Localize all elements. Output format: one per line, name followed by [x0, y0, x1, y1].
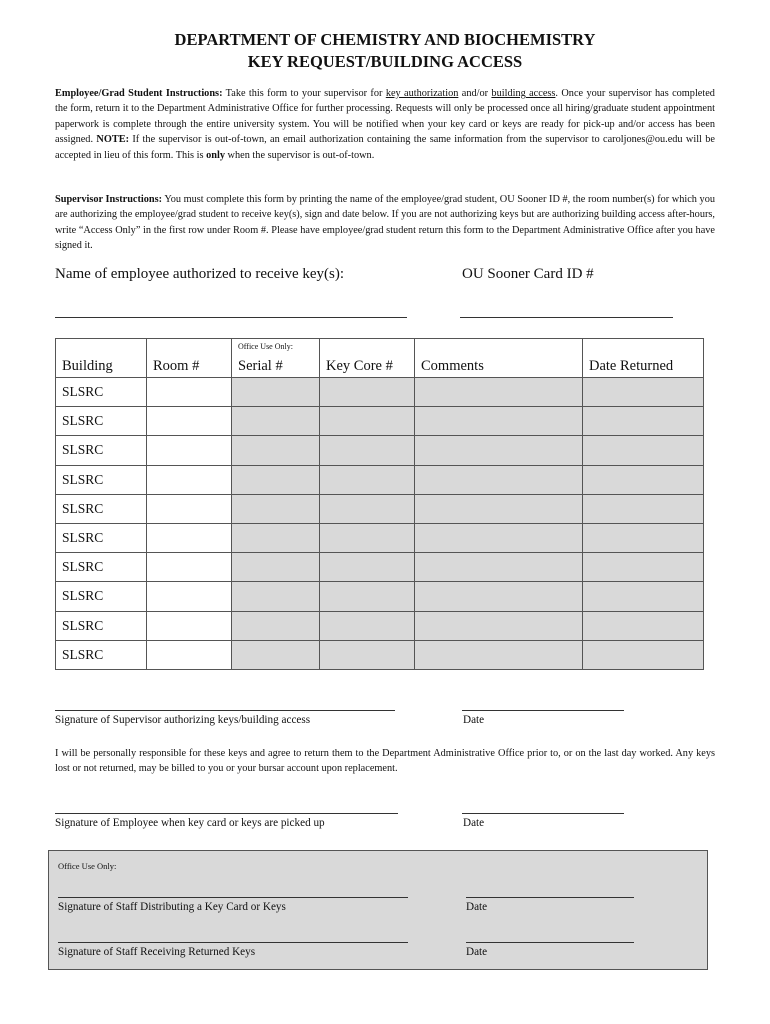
employee-signature-field[interactable] [55, 813, 398, 814]
key-core-cell [320, 378, 415, 407]
building-cell: SLSRC [56, 378, 147, 407]
key-core-cell [320, 553, 415, 582]
room-cell[interactable] [147, 494, 232, 523]
distributing-signature-field[interactable] [58, 897, 408, 898]
key-core-cell [320, 465, 415, 494]
receiving-date-label: Date [466, 946, 488, 958]
receiving-date-field[interactable] [466, 942, 634, 943]
table-row [56, 407, 704, 436]
serial-cell [232, 378, 320, 407]
comments-cell [415, 494, 583, 523]
date-returned-cell [583, 494, 704, 523]
col-key-core: Key Core # [320, 339, 415, 378]
building-cell: SLSRC [56, 465, 147, 494]
serial-cell [232, 523, 320, 552]
date-returned-cell [583, 436, 704, 465]
serial-cell [232, 611, 320, 640]
comments-cell [415, 465, 583, 494]
serial-cell [232, 553, 320, 582]
employee-date-label: Date [463, 817, 485, 829]
col-comments: Comments [415, 339, 583, 378]
serial-cell [232, 407, 320, 436]
receiving-signature-label: Signature of Staff Receiving Returned Keys [58, 946, 256, 958]
date-returned-cell [583, 378, 704, 407]
agreement-text: I will be personally responsible for these keys and agree to return them to the Department Administrative Office prior to, or on the last day worked. Any keys lost or not returned, may be billed to you or your bursar account upon replacement. [55, 748, 715, 775]
col-room: Room # [147, 339, 232, 378]
office-use-heading: Office Use Only: [58, 861, 117, 871]
key-core-cell [320, 640, 415, 669]
note-emphasis: only [206, 149, 225, 161]
comments-cell [415, 582, 583, 611]
employee-instructions-heading: Employee/Grad Student Instructions: [55, 88, 223, 99]
receiving-signature-field[interactable] [58, 942, 408, 943]
room-cell[interactable] [147, 465, 232, 494]
building-cell: SLSRC [56, 494, 147, 523]
table-row [56, 523, 704, 552]
room-cell[interactable] [147, 378, 232, 407]
room-cell[interactable] [147, 611, 232, 640]
employee-instructions-text: and/or [458, 88, 492, 99]
office-use-box [48, 850, 708, 970]
table-row [56, 611, 704, 640]
employee-instructions [55, 86, 715, 163]
comments-cell [415, 407, 583, 436]
sooner-id-label: OU Sooner Card ID # [462, 266, 594, 282]
table-row [56, 640, 704, 669]
building-cell: SLSRC [56, 407, 147, 436]
comments-cell [415, 553, 583, 582]
key-core-cell [320, 611, 415, 640]
key-authorization-term: key authorization [385, 88, 459, 99]
supervisor-instructions-text: You must complete this form by printing the name of the employee/grad student, OU Sooner ID #, the room number(s) for which you are authorizing the employee/grad student to receive key(s), sign and date below. If you are not authorizing keys but are authorizing building access after-hours, write “Access Only” in the first row under Room #. Please have employee/grad student return this form to the Department Administrative Office after you have signed it. [55, 194, 715, 252]
date-returned-cell [583, 407, 704, 436]
room-cell[interactable] [147, 523, 232, 552]
room-cell[interactable] [147, 553, 232, 582]
supervisor-instructions-heading: Supervisor Instructions: [55, 194, 163, 205]
note-label: NOTE: [96, 134, 130, 146]
employee-instructions-text: Take this form to your supervisor for [222, 88, 386, 99]
room-cell[interactable] [147, 640, 232, 669]
distributing-date-field[interactable] [466, 897, 634, 898]
key-core-cell [320, 407, 415, 436]
table-row [56, 378, 704, 407]
supervisor-date-field[interactable] [462, 710, 624, 711]
comments-cell [415, 640, 583, 669]
office-use-note: Office Use Only: [238, 342, 293, 351]
date-returned-cell [583, 640, 704, 669]
distributing-date-label: Date [466, 901, 488, 913]
col-date-returned: Date Returned [583, 339, 704, 378]
building-access-term: building access [491, 88, 556, 99]
supervisor-signature-label: Signature of Supervisor authorizing keys/building access [55, 714, 311, 726]
room-cell[interactable] [147, 407, 232, 436]
distributing-signature-label: Signature of Staff Distributing a Key Card or Keys [58, 901, 286, 913]
date-returned-cell [583, 611, 704, 640]
comments-cell [415, 436, 583, 465]
key-core-cell [320, 582, 415, 611]
date-returned-cell [583, 582, 704, 611]
serial-cell [232, 494, 320, 523]
col-serial-label: Serial # [238, 358, 283, 374]
table-row [56, 582, 704, 611]
serial-cell [232, 640, 320, 669]
date-returned-cell [583, 523, 704, 552]
col-serial [232, 339, 320, 378]
supervisor-instructions [55, 192, 715, 254]
employee-signature-label: Signature of Employee when key card or keys are picked up [55, 817, 325, 829]
col-building: Building [56, 339, 147, 378]
sooner-id-field[interactable] [460, 317, 673, 318]
room-cell[interactable] [147, 436, 232, 465]
key-core-cell [320, 523, 415, 552]
page-title: DEPARTMENT OF CHEMISTRY AND BIOCHEMISTRY [174, 30, 596, 49]
table-row [56, 436, 704, 465]
note-text: If the supervisor is out-of-town, an email authorization containing the same information from the supervisor to caroljones@ou.edu will be accepted in lieu of this form. This is [55, 134, 715, 161]
employee-name-field[interactable] [55, 317, 407, 318]
date-returned-cell [583, 465, 704, 494]
employee-date-field[interactable] [462, 813, 624, 814]
building-cell: SLSRC [56, 640, 147, 669]
building-cell: SLSRC [56, 611, 147, 640]
table-row [56, 465, 704, 494]
serial-cell [232, 436, 320, 465]
serial-cell [232, 465, 320, 494]
building-cell: SLSRC [56, 523, 147, 552]
key-core-cell [320, 494, 415, 523]
page-subtitle: KEY REQUEST/BUILDING ACCESS [247, 52, 523, 71]
table-row [56, 494, 704, 523]
comments-cell [415, 378, 583, 407]
key-table [55, 338, 704, 670]
supervisor-signature-field[interactable] [55, 710, 395, 711]
table-header-row [56, 339, 704, 378]
table-row [56, 553, 704, 582]
date-returned-cell [583, 553, 704, 582]
employee-instructions-text: . Once your supervisor has completed the form, return it to the Department Administrative Office for further processing. Requests will only be processed once all hiring/graduate student appointment paperwork is complete through the entire university system. You will be notified when your key card or keys are ready for pick-up and/or access has been assigned. [55, 88, 715, 146]
room-cell[interactable] [147, 582, 232, 611]
building-cell: SLSRC [56, 582, 147, 611]
note-text: when the supervisor is out-of-town. [224, 149, 375, 161]
key-core-cell [320, 436, 415, 465]
serial-cell [232, 582, 320, 611]
comments-cell [415, 523, 583, 552]
comments-cell [415, 611, 583, 640]
employee-name-label: Name of employee authorized to receive key(s): [55, 266, 345, 282]
building-cell: SLSRC [56, 436, 147, 465]
supervisor-date-label: Date [463, 714, 485, 726]
building-cell: SLSRC [56, 553, 147, 582]
